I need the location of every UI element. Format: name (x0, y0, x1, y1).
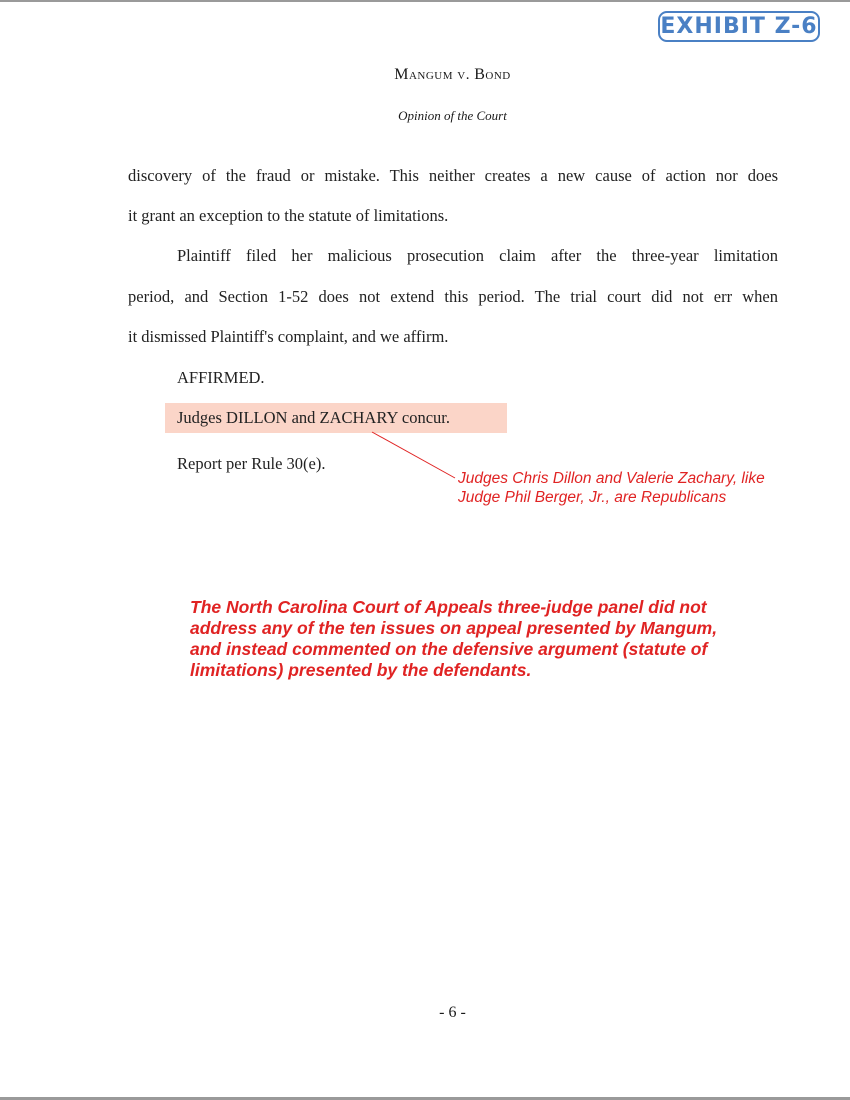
page-number: - 6 - (439, 1004, 466, 1021)
versus: v. (457, 67, 470, 83)
party2-rest: ond (485, 67, 511, 83)
body-line: period, and Section 1-52 does not extend this period. The trial court did not err when (128, 287, 778, 306)
exhibit-stamp: EXHIBIT Z-6 (658, 11, 820, 42)
report-rule-line: Report per Rule 30(e). (177, 454, 326, 473)
panel-annotation-line: limitations) presented by the defendants. (190, 660, 532, 680)
panel-annotation-line: The North Carolina Court of Appeals three-judge panel did not (190, 597, 707, 617)
panel-annotation (190, 597, 790, 681)
body-line: it dismissed Plaintiff's complaint, and we affirm. (128, 327, 449, 346)
judges-annotation-line: Judges Chris Dillon and Valerie Zachary, like (458, 470, 765, 487)
party1-rest: angum (408, 67, 454, 83)
party2-initial: B (474, 66, 486, 83)
party1-initial: M (394, 66, 409, 83)
judges-annotation (458, 469, 765, 507)
panel-annotation-line: and instead commented on the defensive argument (statute of (190, 639, 708, 659)
body-line: discovery of the fraud or mistake. This neither creates a new cause of action nor does (128, 166, 778, 185)
judges-annotation-line: Judge Phil Berger, Jr., are Republicans (458, 489, 727, 506)
affirmed-line: AFFIRMED. (177, 368, 265, 387)
body-line: it grant an exception to the statute of limitations. (128, 206, 449, 225)
body-line: Plaintiff filed her malicious prosecution claim after the three-year limitation (177, 246, 778, 265)
concurrence-line: Judges DILLON and ZACHARY concur. (177, 408, 450, 427)
pointer-stroke (372, 432, 455, 478)
opinion-label: Opinion of the Court (398, 108, 507, 123)
panel-annotation-line: address any of the ten issues on appeal presented by Mangum, (190, 618, 718, 638)
